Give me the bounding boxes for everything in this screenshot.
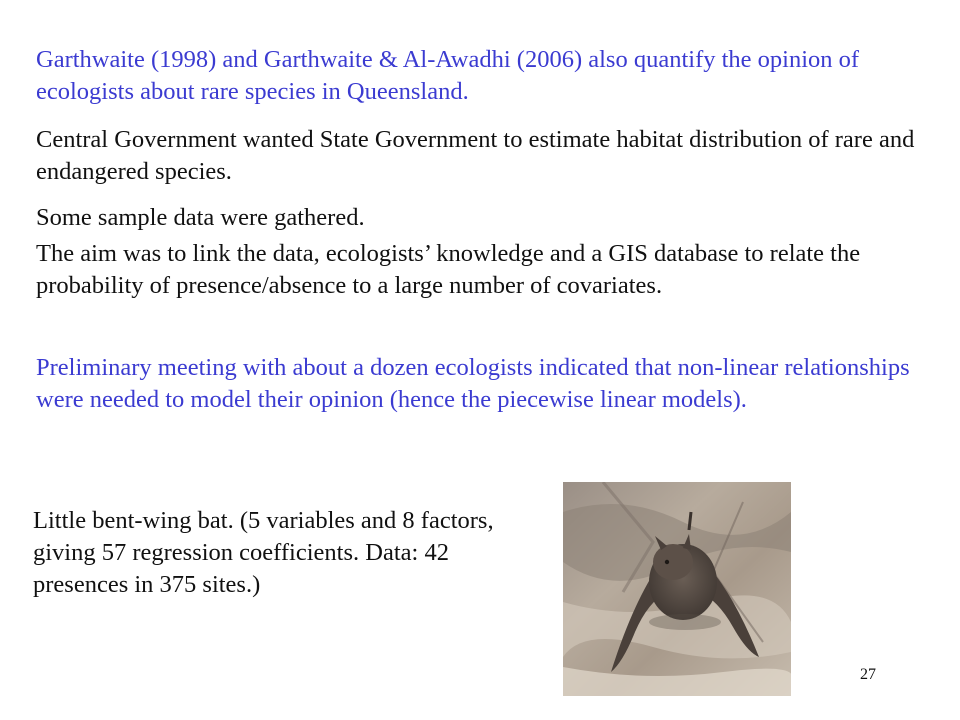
page-number: 27 — [860, 666, 876, 683]
bat-caption: Little bent-wing bat. (5 variables and 8 factors, giving 57 regression coefficients. Data: 42 presences in 375 sites.) — [33, 507, 494, 598]
paragraph-garthwaite-intro: Garthwaite (1998) and Garthwaite & Al-Awadhi (2006) also quantify the opinion of ecologists about rare species in Queensland. — [36, 46, 860, 105]
bat-photo — [563, 482, 791, 696]
paragraph-aim: The aim was to link the data, ecologists’ knowledge and a GIS database to relate the probability of presence/absence to a large number of covariates. — [36, 240, 861, 299]
paragraph-preliminary-meeting: Preliminary meeting with about a dozen ecologists indicated that non-linear relationships were needed to model their opinion (hence the piecewise linear models). — [36, 354, 910, 413]
paragraph-sample-data: Some sample data were gathered. — [36, 204, 365, 231]
paragraph-central-government: Central Government wanted State Government to estimate habitat distribution of rare and endangered species. — [36, 126, 915, 185]
